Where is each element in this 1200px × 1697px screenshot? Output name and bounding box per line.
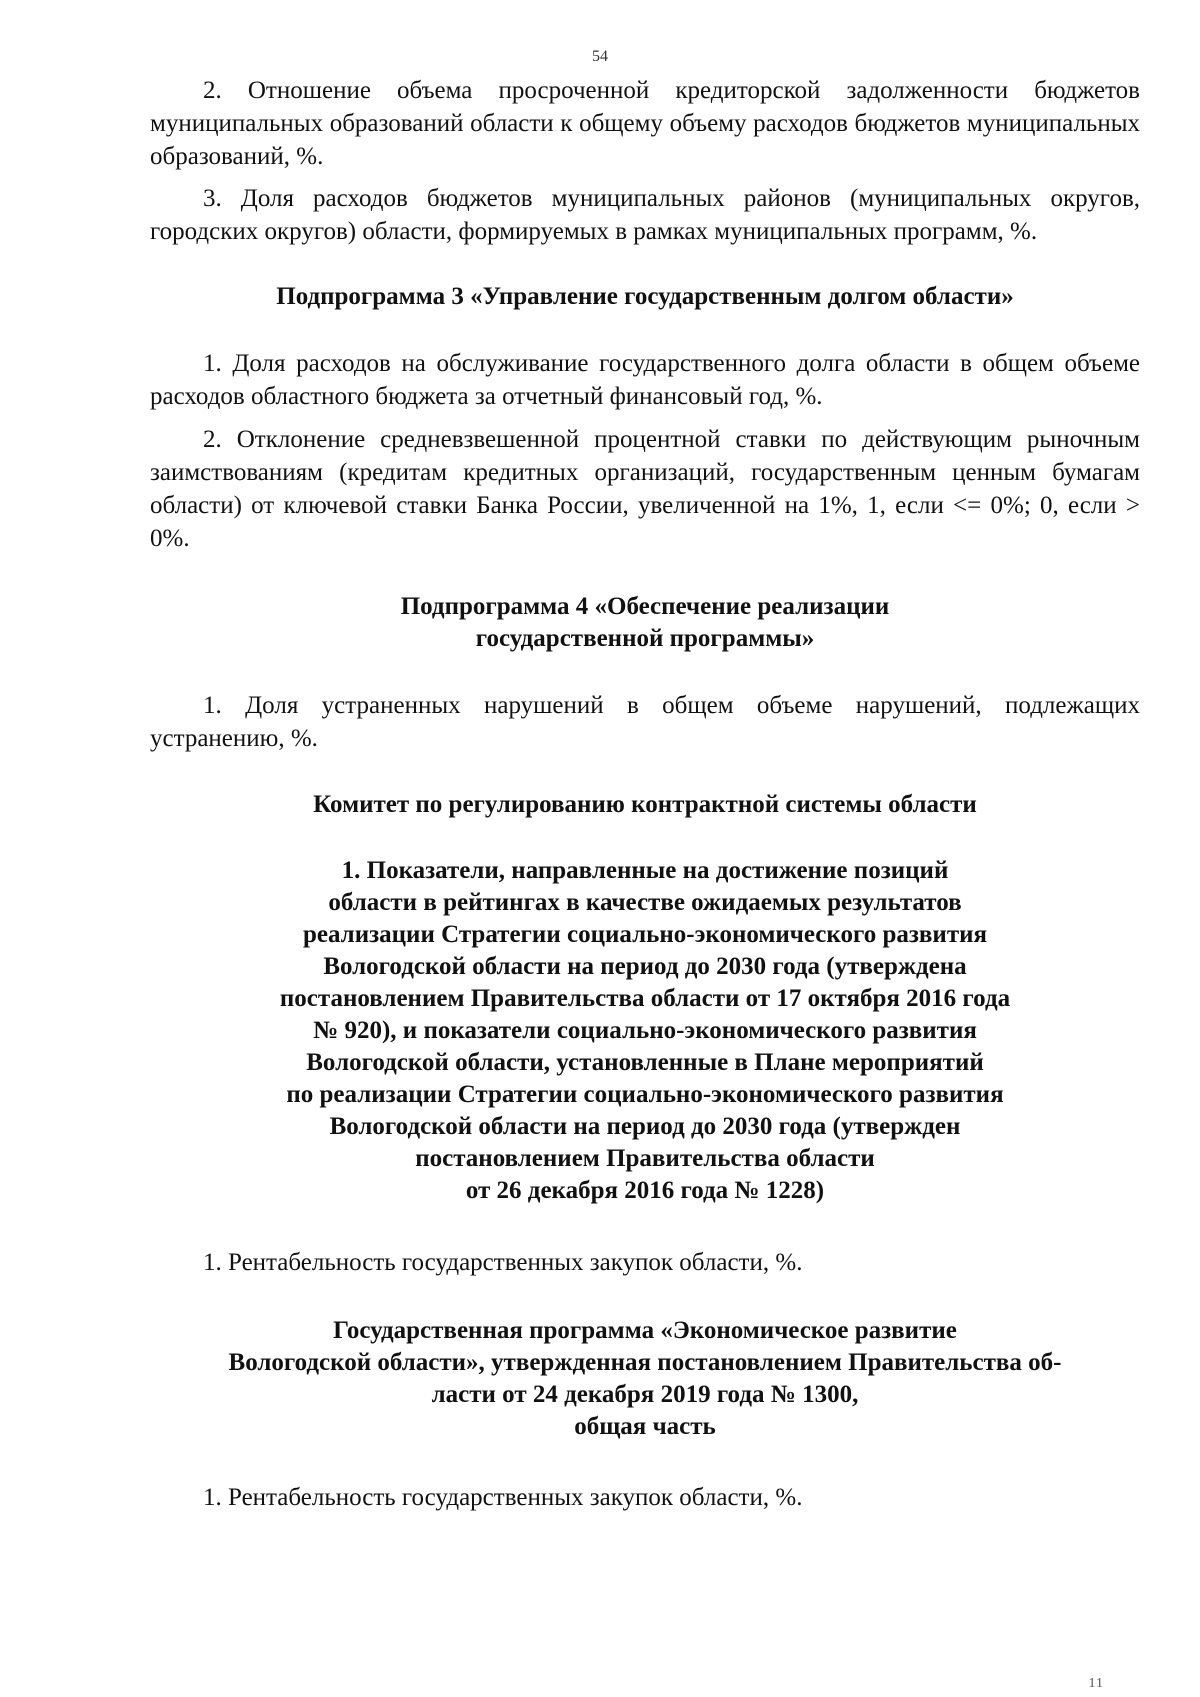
section-heading xyxy=(150,1315,1140,1443)
heading-line: 1. Показатели, направленные на достижение позиций xyxy=(341,857,949,884)
heading-line: области в рейтингах в качестве ожидаемых результатов xyxy=(328,889,962,916)
heading-line: Государственная программа «Экономическое развитие xyxy=(333,1317,957,1344)
corner-mark: 11 xyxy=(1088,1676,1104,1691)
heading-line: общая часть xyxy=(574,1413,716,1440)
heading-line: № 920), и показатели социально-экономического развития xyxy=(313,1017,977,1044)
section-heading xyxy=(150,855,1140,1207)
section-heading xyxy=(150,789,1140,821)
paragraph: 3. Доля расходов бюджетов муниципальных районов (муниципальных округов, городских округов) области, формируемых в рамках муниципальных программ, %. xyxy=(150,185,1140,245)
heading-line: от 26 декабря 2016 года № 1228) xyxy=(465,1177,825,1204)
paragraph: 1. Доля устраненных нарушений в общем объеме нарушений, подлежащих устранению, %. xyxy=(150,692,1140,752)
heading-line: постановлением Правительства области xyxy=(415,1145,875,1172)
heading-line: Вологодской области на период до 2030 года (утвержден xyxy=(329,1113,961,1140)
document-body xyxy=(150,74,1140,1524)
paragraph: 2. Отклонение средневзвешенной процентной ставки по действующим рыночным заимствованиям (кредитам кредитных организаций, государственным ценным бумагам области) от ключевой ставки Банка России, увеличенной на 1%, 1, если <= 0%; 0, если > 0%. xyxy=(150,426,1140,552)
heading-line: Подпрограмма 4 «Обеспечение реализации xyxy=(400,593,890,620)
paragraph: 1. Доля расходов на обслуживание государственного долга области в общем объеме расходов областного бюджета за отчетный финансовый год, %. xyxy=(150,350,1140,410)
paragraph: 1. Рентабельность государственных закупок области, %. xyxy=(203,1249,803,1276)
heading-line: Комитет по регулированию контрактной системы области xyxy=(313,791,977,818)
heading-line: Вологодской области, установленные в Плане мероприятий xyxy=(306,1049,984,1076)
page-number: 54 xyxy=(592,48,608,65)
heading-line: постановлением Правительства области от 17 октября 2016 года xyxy=(279,985,1011,1012)
heading-line: ласти от 24 декабря 2019 года № 1300, xyxy=(431,1381,859,1408)
paragraph: 2. Отношение объема просроченной кредиторской задолженности бюджетов муниципальных образований области к общему объему расходов бюджетов муниципальных образований, %. xyxy=(150,77,1140,170)
section-heading xyxy=(150,591,1140,655)
heading-line: государственной программы» xyxy=(475,625,815,652)
heading-line: Вологодской области», утвержденная постановлением Правительства об- xyxy=(228,1349,1062,1376)
heading-line: реализации Стратегии социально-экономического развития xyxy=(302,921,988,948)
paragraph: 1. Рентабельность государственных закупок области, %. xyxy=(203,1484,803,1511)
section-heading xyxy=(150,281,1140,313)
heading-line: по реализации Стратегии социально-экономического развития xyxy=(286,1081,1004,1108)
heading-line: Подпрограмма 3 «Управление государственным долгом области» xyxy=(276,283,1014,310)
heading-line: Вологодской области на период до 2030 года (утверждена xyxy=(323,953,967,980)
